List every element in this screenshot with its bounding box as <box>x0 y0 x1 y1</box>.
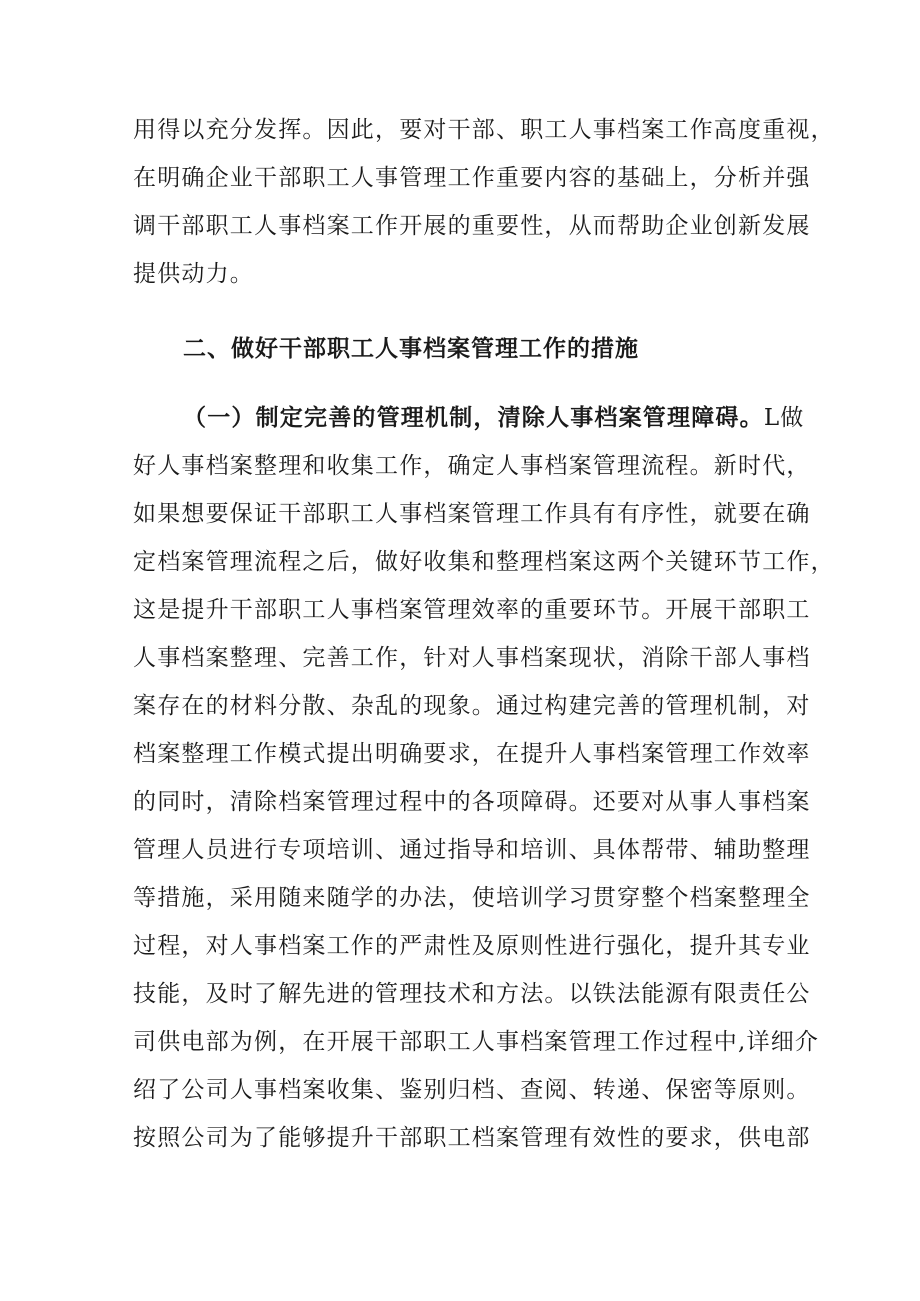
paragraph-line: 绍了公司人事档案收集、鉴别归档、查阅、转递、保密等原则。 <box>133 1077 811 1103</box>
paragraph-line: 按照公司为了能够提升干部职工档案管理有效性的要求，供电部 <box>133 1125 811 1151</box>
paragraph-line: 定档案管理流程之后，做好收集和整理档案这两个关键环节工作， <box>133 549 835 575</box>
paragraph-line: 管理人员进行专项培训、通过指导和培训、具体帮带、辅助整理 <box>133 837 811 863</box>
paragraph-line: 过程，对人事档案工作的严肃性及原则性进行强化，提升其专业 <box>133 933 811 959</box>
subsection-lead-rest: L做 <box>763 405 805 431</box>
paragraph-line: 档案整理工作模式提出明确要求，在提升人事档案管理工作效率 <box>133 741 811 767</box>
paragraph-line: 好人事档案整理和收集工作，确定人事档案管理流程。新时代， <box>133 453 811 479</box>
paragraph-line: 调干部职工人事档案工作开展的重要性，从而帮助企业创新发展 <box>133 213 811 239</box>
paragraph-line: 这是提升干部职工人事档案管理效率的重要环节。开展干部职工 <box>133 597 811 623</box>
section-heading: 二、做好干部职工人事档案管理工作的措施 <box>183 336 639 362</box>
paragraph-line: 用得以充分发挥。因此，要对干部、职工人事档案工作高度重视， <box>133 117 835 143</box>
paragraph-line: 案存在的材料分散、杂乱的现象。通过构建完善的管理机制，对 <box>133 693 811 719</box>
paragraph-line: 人事档案整理、完善工作，针对人事档案现状，消除干部人事档 <box>133 645 811 671</box>
paragraph-line: 司供电部为例，在开展干部职工人事档案管理工作过程中,详细介 <box>133 1029 820 1055</box>
paragraph-line: 的同时，清除档案管理过程中的各项障碍。还要对从事人事档案 <box>133 789 811 815</box>
paragraph-line: 在明确企业干部职工人事管理工作重要内容的基础上，分析并强 <box>133 165 811 191</box>
paragraph-line: 技能，及时了解先进的管理技术和方法。以铁法能源有限责任公 <box>133 981 811 1007</box>
paragraph-line: 如果想要保证干部职工人事档案管理工作具有有序性，就要在确 <box>133 501 811 527</box>
paragraph-line: 提供动力。 <box>133 261 254 287</box>
subsection-lead-line <box>183 403 805 433</box>
subsection-title: （一）制定完善的管理机制，清除人事档案管理障碍。 <box>183 405 764 431</box>
paragraph-line: 等措施，采用随来随学的办法，使培训学习贯穿整个档案整理全 <box>133 885 811 911</box>
